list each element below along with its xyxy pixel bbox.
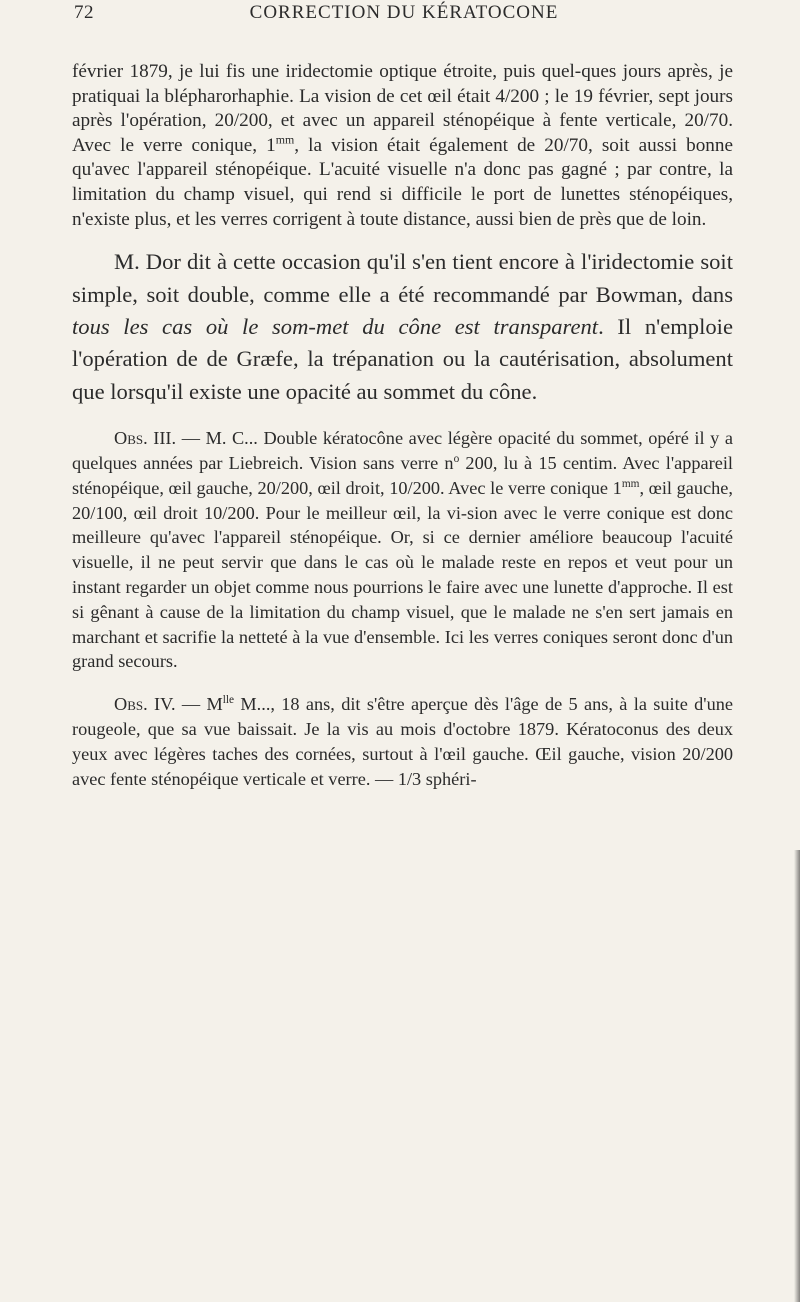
paragraph-dor-remark [72, 246, 733, 408]
page-body [72, 60, 733, 791]
text-segment: M. Dor dit à cette occasion qu'il s'en tient encore à l'iridectomie soit simple, soit double, comme elle a été recommandé par Bowman, dans [72, 249, 733, 307]
text-segment: — M [175, 694, 223, 715]
running-title: CORRECTION DU KÉRATOCONE [249, 2, 559, 23]
text-segment: février 1879, je lui fis une iridectomie optique étroite, puis quel-ques jours après, je pratiquai la blépharorhaphie. La vision de cet œil était 4/200 ; le 19 février, sept jours après l'opération, 20/200, et avec un appareil sténopéique à fente verticale, 20/70. Avec le verre conique, 1 [72, 61, 733, 156]
superscript: o [453, 452, 460, 465]
page-header [64, 2, 744, 32]
text-segment: , la vision était également de 20/70, soit aussi bonne qu'avec l'appareil sténopéique. L'acuité visuelle n'a donc pas gagné ; par contre, la limitation du champ visuel, qui rend si difficile le port de lunettes sténopéiques, n'existe plus, et les verres corrigent à toute distance, aussi bien de près que de loin. [72, 134, 733, 230]
paragraph-obs-iv [72, 692, 733, 791]
superscript: lle [222, 694, 235, 707]
superscript: mm [275, 132, 295, 147]
italic-text: tous les cas où le som-met du cône est transparent [72, 313, 599, 339]
observation-label: Obs. III. [114, 428, 177, 449]
page-edge-shadow [794, 850, 800, 1302]
paragraph-case-continuation [72, 60, 733, 232]
page-number: 72 [74, 2, 94, 23]
superscript: mm [621, 477, 640, 490]
observation-label: Obs. IV. [114, 694, 176, 715]
text-segment: . Il n'emploie l'opération de de Græfe, la trépanation ou la cautérisation, absolument que lorsqu'il existe une opacité au sommet du cône. [72, 313, 733, 404]
text-segment: — M. C... Double kératocône avec légère opacité du sommet, opéré il y a quelques années par Liebreich. Vision sans verre n [72, 428, 734, 473]
text-segment: , œil gauche, 20/100, œil droit 10/200. Pour le meilleur œil, la vi-sion avec le verre conique est donc meilleure qu'avec l'appareil sténopéique. Or, si ce dernier améliore beaucoup l'acuité visuelle, il ne peut servir que dans le cas où le malade reste en repos et veut pour un instant regarder un objet comme nous pourrions le faire avec une lunette d'approche. Il est si gênant à cause de la limitation du champ visuel, que le malade ne s'en sert jamais en marchant et sacrifie la netteté à la vue d'ensemble. Ici les verres coniques seront donc d'un grand secours. [72, 477, 733, 672]
paragraph-obs-iii [72, 426, 733, 674]
text-segment: 200, lu à 15 centim. Avec l'appareil sténopéique, œil gauche, 20/200, œil droit, 10/200. Avec le verre conique 1 [72, 452, 733, 498]
text-segment: M..., 18 ans, dit s'être aperçue dès l'âge de 5 ans, à la suite d'une rougeole, que sa vue baissait. Je la vis au mois d'octobre 1879. Kératoconus des deux yeux avec légères taches des cornées, surtout à l'œil gauche. Œil gauche, vision 20/200 avec fente sténopéique verticale et verre. — 1/3 sphéri- [72, 694, 733, 789]
